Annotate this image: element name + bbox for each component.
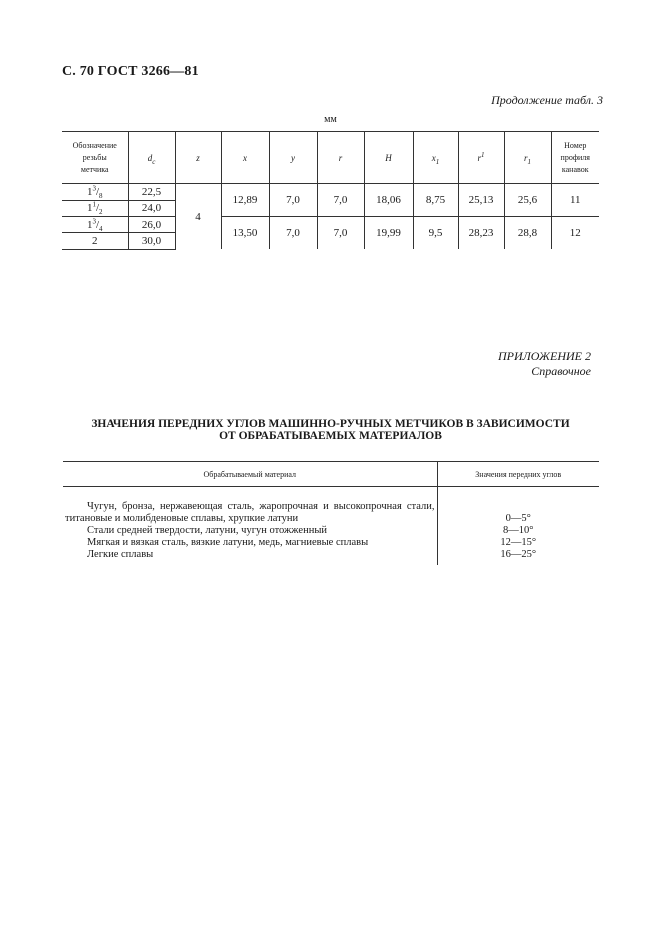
col-header-x: x: [221, 132, 269, 184]
x1-value: 9,5: [413, 217, 458, 250]
table-continuation-note: Продолжение табл. 3: [491, 93, 603, 107]
H-value: 19,99: [364, 217, 413, 250]
section-title-line2: ОТ ОБРАБАТЫВАЕМЫХ МАТЕРИАЛОВ: [219, 430, 442, 442]
r-upper-value: 28,23: [458, 217, 504, 250]
table-row: [63, 501, 599, 525]
angle-cell: 0—5°: [505, 513, 531, 524]
appendix-type: Справочное: [531, 364, 591, 378]
thread-dimensions-table: [62, 131, 599, 250]
x-value: 12,89: [221, 184, 269, 217]
thread-designation: $1^3/_8$: [62, 184, 128, 201]
thread-designation: $1^3/_4$: [62, 217, 128, 233]
profile-number: 12: [551, 217, 599, 250]
table-header-row: [62, 132, 599, 184]
col-header-H: H: [364, 132, 413, 184]
angle-cell: 8—10°: [503, 525, 534, 536]
thread-diameter: 24,0: [128, 200, 175, 217]
page-header: С. 70 ГОСТ 3266—81: [62, 64, 199, 79]
material-cell: Чугун, бронза, нержавеющая сталь, жаропрочная и высокопрочная стали, титановые и молибденовые сплавы, хрупкие латуни: [63, 501, 437, 525]
table-row: [63, 549, 599, 565]
units-label: мм: [324, 114, 337, 125]
y-value: 7,0: [269, 184, 317, 217]
col-header-angles: Значения передних углов: [437, 462, 599, 487]
r1-value: 28,8: [504, 217, 551, 250]
x-value: 13,50: [221, 217, 269, 250]
material-cell: Легкие сплавы: [63, 549, 437, 565]
col-header-profile: Номер профиля канавок: [551, 132, 599, 184]
col-header-x1: $x_1$: [413, 132, 458, 184]
section-title: [0, 418, 661, 442]
table-row: [63, 525, 599, 537]
col-header-designation: Обозначение резьбы метчика: [62, 132, 128, 184]
material-cell: Стали средней твердости, латуни, чугун отожженный: [63, 525, 437, 537]
col-header-r-upper: $r^1$: [458, 132, 504, 184]
section-title-line1: ЗНАЧЕНИЯ ПЕРЕДНИХ УГЛОВ МАШИННО-РУЧНЫХ МЕТЧИКОВ В ЗАВИСИМОСТИ: [91, 418, 570, 430]
x1-value: 8,75: [413, 184, 458, 217]
table-header-row: [63, 462, 599, 487]
material-cell: Мягкая и вязкая сталь, вязкие латуни, медь, магниевые сплавы: [63, 537, 437, 549]
col-header-y: y: [269, 132, 317, 184]
thread-diameter: 30,0: [128, 233, 175, 249]
H-value: 18,06: [364, 184, 413, 217]
col-header-material: Обрабатываемый материал: [63, 462, 437, 487]
r-value: 7,0: [317, 217, 364, 250]
col-header-d: $d_c$: [128, 132, 175, 184]
r-upper-value: 25,13: [458, 184, 504, 217]
thread-diameter: 26,0: [128, 217, 175, 233]
profile-number: 11: [551, 184, 599, 217]
r1-value: 25,6: [504, 184, 551, 217]
thread-designation: 2: [62, 233, 128, 249]
col-header-z: z: [175, 132, 221, 184]
thread-diameter: 22,5: [128, 184, 175, 201]
angle-cell: 12—15°: [500, 537, 537, 548]
angle-cell: 16—25°: [500, 549, 537, 560]
z-value: 4: [175, 184, 221, 250]
col-header-r1: $r_1$: [504, 132, 551, 184]
y-value: 7,0: [269, 217, 317, 250]
appendix-number: ПРИЛОЖЕНИЕ 2: [498, 349, 591, 363]
table-row: [63, 537, 599, 549]
r-value: 7,0: [317, 184, 364, 217]
rake-angles-table: [63, 461, 599, 565]
col-header-r: r: [317, 132, 364, 184]
table-row: [62, 217, 599, 233]
table-row: [62, 184, 599, 201]
appendix-label: [498, 349, 591, 379]
thread-designation: $1^1/_2$: [62, 200, 128, 217]
